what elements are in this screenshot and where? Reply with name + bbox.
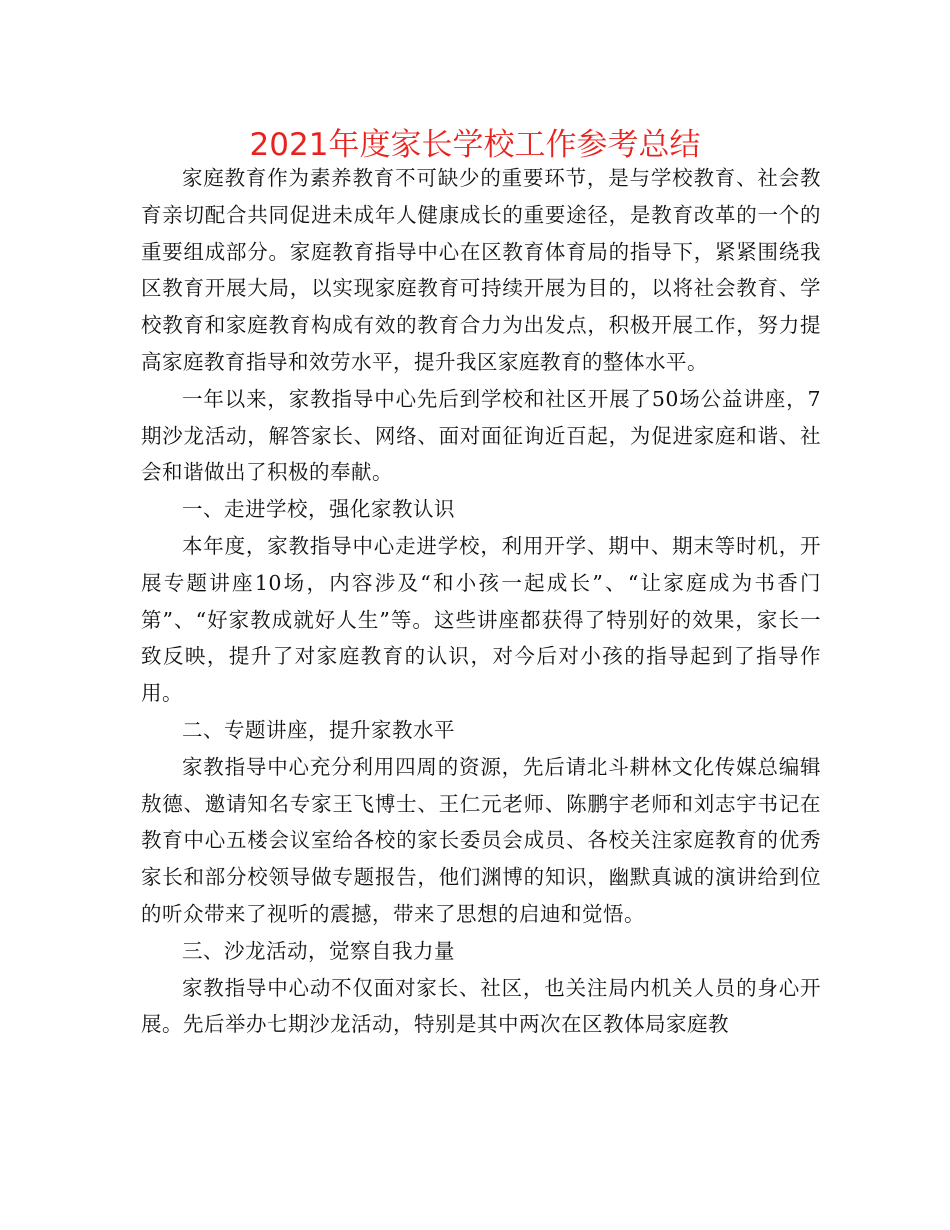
section-3-paragraph: 家教指导中心动不仅面对家长、社区，也关注局内机关人员的身心开展。先后举办七期沙龙活动，特别是其中两次在区教体局家庭教 xyxy=(141,975,821,1037)
section-heading-2: 二、专题讲座，提升家教水平 xyxy=(182,717,455,742)
intro-paragraph: 家庭教育作为素养教育不可缺少的重要环节，是与学校教育、社会教育亲切配合共同促进未成年人健康成长的重要途径，是教育改革的一个的重要组成部分。家庭教育指导中心在区教育体育局的指导下，紧紧围绕我区教育开展大局，以实现家庭教育可持续开展为目的，以将社会教育、学校教育和家庭教育构成有效的教育合力为出发点，积极开展工作，努力提高家庭教育指导和效劳水平，提升我区家庭教育的整体水平。 xyxy=(141,166,821,374)
section-heading-3: 三、沙龙活动，觉察自我力量 xyxy=(182,938,455,963)
document-title: 2021年度家长学校工作参考总结 xyxy=(249,127,701,163)
section-1-paragraph: 本年度，家教指导中心走进学校，利用开学、期中、期末等时机，开展专题讲座10场，内容涉及“和小孩一起成长”、“让家庭成为书香门第”、“好家教成就好人生”等。这些讲座都获得了特别好的效果，家长一致反映，提升了对家庭教育的认识，对今后对小孩的指导起到了指导作用。 xyxy=(141,533,821,706)
summary-paragraph: 一年以来，家教指导中心先后到学校和社区开展了50场公益讲座，7期沙龙活动，解答家长、网络、面对面征询近百起，为促进家庭和谐、社会和谐做出了积极的奉献。 xyxy=(141,386,821,485)
section-heading-1: 一、走进学校，强化家教认识 xyxy=(182,497,455,522)
document-body xyxy=(141,160,821,1043)
section-2-paragraph: 家教指导中心充分利用四周的资源，先后请北斗耕林文化传媒总编辑敖德、邀请知名专家王飞博士、王仁元老师、陈鹏宇老师和刘志宇书记在教育中心五楼会议室给各校的家长委员会成员、各校关注家庭教育的优秀家长和部分校领导做专题报告，他们渊博的知识，幽默真诚的演讲给到位的听众带来了视听的震撼，带来了思想的启迪和觉悟。 xyxy=(141,754,821,926)
